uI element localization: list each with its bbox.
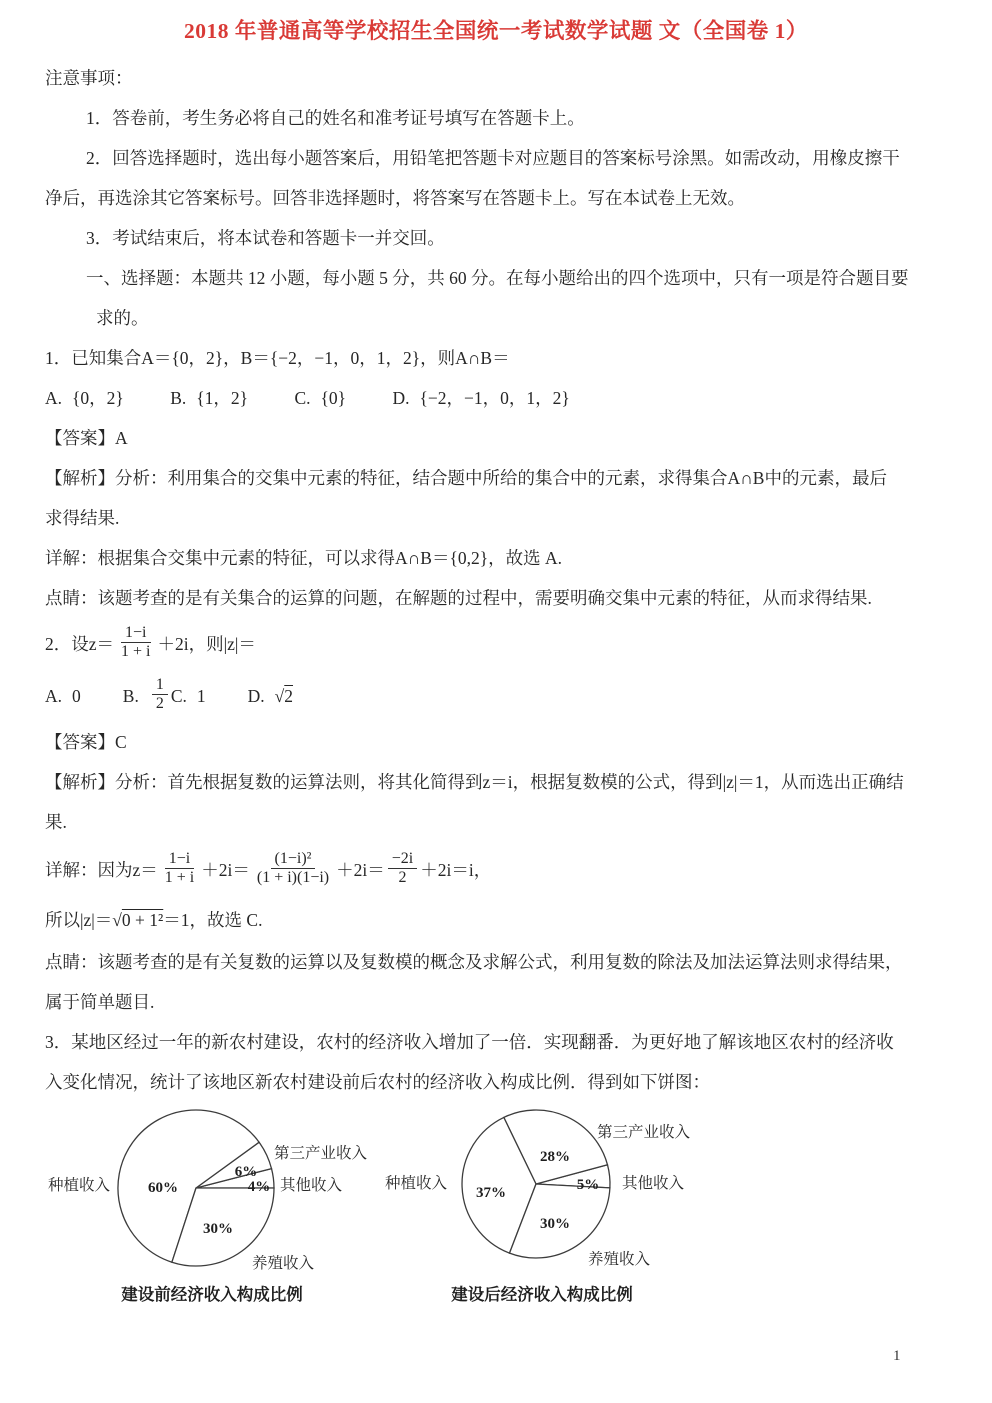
pie-chart-before-construction: [40, 1100, 400, 1310]
pie-category-label: 养殖收入: [588, 1251, 651, 1268]
notice-item-2-line-2: 净后，再选涂其它答案标号。回答非选择题时，将答案写在答题卡上。写在本试卷上无效。: [45, 188, 745, 208]
question-1-analysis-line-1: 【解析】分析：利用集合的交集中元素的特征，结合题中所给的集合中的元素，求得集合A∩B中的元素，最后: [45, 468, 887, 488]
pie-percentage-label: 6%: [234, 1164, 258, 1180]
question-2-analysis-line-2: 果.: [45, 812, 67, 832]
pie-percentage-label: 37%: [476, 1185, 506, 1201]
q1-option-a-value: {0，2}: [72, 388, 124, 408]
q2-detail-fraction-3: $\frac{-2i}{2}$: [388, 850, 417, 887]
question-1-detail: 详解：根据集合交集中元素的特征，可以求得A∩B＝{0,2}，故选 A.: [45, 548, 563, 568]
notice-item-3: 3．考试结束后，将本试卷和答题卡一并交回。: [86, 228, 445, 248]
q1-option-d-label: D.: [392, 388, 410, 408]
question-1-options: [0, 378, 992, 418]
question-2-stem: [0, 618, 992, 670]
question-2-tip-line-2: 属于简单题目.: [45, 992, 155, 1012]
q2-option-c-label: C.: [170, 686, 187, 706]
q2-option-d-label: D.: [247, 686, 265, 706]
question-3-stem-line-2: 入变化情况，统计了该地区新农村建设前后农村的经济收入构成比例．得到如下饼图：: [45, 1072, 710, 1092]
section-heading-line-1: 一、选择题：本题共 12 小题，每小题 5 分，共 60 分。在每小题给出的四个选项中，只有一项是符合题目要: [86, 268, 909, 288]
q2-option-b-fraction: $\frac{1}{2}$: [152, 676, 168, 713]
q2-option-a-label: A.: [45, 686, 63, 706]
pie-percentage-label: 5%: [576, 1177, 600, 1193]
notice-item-1: 1．答卷前，考生务必将自己的姓名和准考证号填写在答题卡上。: [86, 108, 585, 128]
q1-option-c-label: C.: [294, 388, 311, 408]
q2-stem-fraction: $\frac{1-i}{1 + i}$: [121, 623, 151, 660]
question-1-tip: 点睛：该题考查的是有关集合的运算的问题，在解题的过程中，需要明确交集中元素的特征，从而求得结果.: [45, 588, 872, 608]
question-2-analysis-line-1: 【解析】分析：首先根据复数的运算法则，将其化简得到z＝i，根据复数模的公式，得到|z|＝1，从而选出正确结: [45, 772, 904, 792]
notice-item-2-line-1: 2．回答选择题时，选出每小题答案后，用铅笔把答题卡对应题目的答案标号涂黑。如需改动，用橡皮擦干: [86, 148, 900, 168]
pie-percentage-label: 30%: [203, 1221, 233, 1237]
q2-option-c-value: 1: [196, 686, 206, 706]
q2-stem-prefix: 2．设z＝: [45, 634, 115, 654]
question-1-answer: 【答案】A: [45, 428, 128, 448]
question-1-stem: 1．已知集合A＝{0，2}，B＝{−2，−1，0，1，2}，则A∩B＝: [45, 348, 510, 368]
pie-category-label: 养殖收入: [252, 1255, 315, 1272]
pie-percentage-label: 4%: [247, 1179, 271, 1195]
pie-category-label: 种植收入: [384, 1175, 447, 1192]
pie-category-label: 第三产业收入: [597, 1124, 691, 1141]
q1-option-a-label: A.: [45, 388, 63, 408]
pie-percentage-label: 30%: [540, 1216, 570, 1232]
pie-category-label: 第三产业收入: [274, 1145, 368, 1162]
question-2-tip-line-1: 点睛：该题考查的是有关复数的运算以及复数模的概念及求解公式，利用复数的除法及加法运算法则求得结果，: [45, 952, 903, 972]
q2-detail-fraction-1: $\frac{1-i}{1 + i}$: [164, 849, 195, 886]
pie-caption: 建设前经济收入构成比例: [121, 1285, 303, 1304]
q2-detail-sqrt: √0 + 1²: [112, 910, 164, 930]
section-heading-line-2: 求的。: [96, 308, 149, 328]
pie-category-label: 其他收入: [622, 1175, 685, 1192]
question-1-analysis-line-2: 求得结果.: [45, 508, 120, 528]
question-2-detail-formula: 详解：因为z＝ $\frac{1-i}{1 + i}$ ＋2i＝ $\frac{\text{(1−i)²}}{(1 + i)(1-i)}$ ＋2i＝ $\frac{-2i}{2}$ ＋2i＝i，: [45, 849, 492, 886]
question-2-detail-line-2: 所以|z|＝ √0 + 1² ＝1，故选 C.: [0, 898, 992, 942]
question-2-options: [0, 670, 992, 722]
pie-category-label: 其他收入: [280, 1177, 343, 1194]
page-title: 2018 年普通高等学校招生全国统一考试数学试题 文（全国卷 1）: [184, 19, 808, 43]
q2-stem-suffix: ＋2i，则|z|＝: [157, 634, 256, 654]
pie-charts-figure: [0, 1100, 992, 1330]
q1-option-c-value: {0}: [320, 388, 347, 408]
pie-category-label: 种植收入: [47, 1177, 110, 1194]
q1-option-d-value: {−2，−1，0，1，2}: [419, 388, 570, 408]
q2-option-a-value: 0: [72, 686, 81, 706]
q2-detail-fraction-2: $\frac{\text{(1−i)²}}{(1 + i)(1-i)}$: [256, 849, 330, 886]
question-3-stem-line-1: 3．某地区经过一年的新农村建设，农村的经济收入增加了一倍．实现翻番．为更好地了解该地区农村的经济收: [45, 1032, 894, 1052]
q1-option-b-label: B.: [170, 388, 187, 408]
pie-caption: 建设后经济收入构成比例: [451, 1285, 633, 1304]
pie-percentage-label: 60%: [148, 1180, 178, 1196]
q2-option-d-value: √2: [274, 686, 294, 706]
q1-option-b-value: {1，2}: [196, 388, 249, 408]
question-2-answer: 【答案】C: [45, 732, 127, 752]
q2-option-b-label: B.: [122, 686, 139, 706]
pie-chart-after-construction: [385, 1100, 725, 1310]
page-number: 1: [893, 1348, 901, 1364]
pie-percentage-label: 28%: [540, 1149, 570, 1165]
notice-heading: 注意事项：: [45, 68, 133, 88]
